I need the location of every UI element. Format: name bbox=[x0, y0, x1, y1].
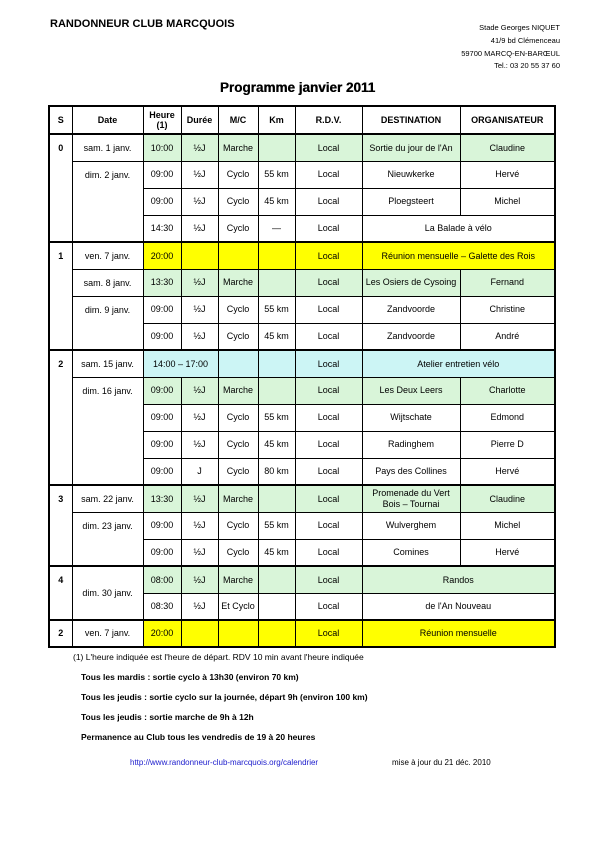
type-cell: Marche bbox=[218, 269, 258, 296]
rdv-cell: Local bbox=[295, 593, 362, 620]
table-header-row bbox=[49, 106, 555, 134]
note-line: Permanence au Club tous les vendredis de 19 à 20 heures bbox=[81, 732, 316, 742]
rdv-cell: Local bbox=[295, 620, 362, 647]
date-cell: dim. 9 janv. bbox=[72, 296, 143, 350]
week-number: 2 bbox=[49, 350, 72, 485]
rdv-cell: Local bbox=[295, 215, 362, 242]
km-cell: 80 km bbox=[258, 458, 295, 485]
rdv-cell: Local bbox=[295, 296, 362, 323]
table-row bbox=[49, 242, 555, 269]
table-row bbox=[49, 377, 555, 404]
km-cell bbox=[258, 620, 295, 647]
type-cell bbox=[218, 620, 258, 647]
update-date: mise à jour du 21 déc. 2010 bbox=[392, 758, 491, 767]
time-cell: 09:00 bbox=[143, 377, 181, 404]
rdv-cell: Local bbox=[295, 539, 362, 566]
type-cell: Marche bbox=[218, 485, 258, 512]
address-line: Stade Georges NIQUET bbox=[479, 23, 560, 32]
type-cell: Marche bbox=[218, 134, 258, 161]
type-cell: Cyclo bbox=[218, 404, 258, 431]
type-cell: Cyclo bbox=[218, 296, 258, 323]
type-cell: Et Cyclo bbox=[218, 593, 258, 620]
organizer-cell: Michel bbox=[460, 512, 555, 539]
time-cell: 09:00 bbox=[143, 296, 181, 323]
destination-cell: de l'An Nouveau bbox=[362, 593, 555, 620]
rdv-cell: Local bbox=[295, 485, 362, 512]
note-line: Tous les jeudis : sortie marche de 9h à 12h bbox=[81, 712, 254, 722]
km-cell: 55 km bbox=[258, 296, 295, 323]
time-cell: 09:00 bbox=[143, 323, 181, 350]
organizer-cell: Claudine bbox=[460, 134, 555, 161]
date-cell: dim. 2 janv. bbox=[72, 161, 143, 242]
time-cell: 14:00 – 17:00 bbox=[143, 350, 218, 377]
rdv-cell: Local bbox=[295, 458, 362, 485]
table-row bbox=[49, 512, 555, 539]
time-cell: 08:30 bbox=[143, 593, 181, 620]
table-row bbox=[49, 269, 555, 296]
destination-cell: Promenade du Vert Bois – Tournai bbox=[362, 485, 460, 512]
time-cell: 09:00 bbox=[143, 161, 181, 188]
km-cell: 55 km bbox=[258, 161, 295, 188]
km-cell: — bbox=[258, 215, 295, 242]
time-cell: 13:30 bbox=[143, 269, 181, 296]
footer bbox=[130, 758, 491, 767]
duration-cell: ½J bbox=[181, 188, 218, 215]
km-cell: 45 km bbox=[258, 188, 295, 215]
address-line: 59700 MARCQ-EN-BARŒUL bbox=[461, 48, 560, 58]
note-line: Tous les mardis : sortie cyclo à 13h30 (environ 70 km) bbox=[81, 672, 299, 682]
km-cell bbox=[258, 485, 295, 512]
duration-cell: ½J bbox=[181, 269, 218, 296]
organizer-cell: Edmond bbox=[460, 404, 555, 431]
km-cell bbox=[258, 269, 295, 296]
table-row bbox=[49, 620, 555, 647]
km-cell: 45 km bbox=[258, 431, 295, 458]
time-cell: 20:00 bbox=[143, 620, 181, 647]
rdv-cell: Local bbox=[295, 242, 362, 269]
destination-cell: Wulverghem bbox=[362, 512, 460, 539]
rdv-cell: Local bbox=[295, 350, 362, 377]
type-cell bbox=[218, 242, 258, 269]
km-cell: 45 km bbox=[258, 323, 295, 350]
date-cell: sam. 8 janv. bbox=[72, 269, 143, 296]
table-row bbox=[49, 134, 555, 161]
destination-cell: Réunion mensuelle bbox=[362, 620, 555, 647]
time-cell: 10:00 bbox=[143, 134, 181, 161]
destination-cell: Sortie du jour de l'An bbox=[362, 134, 460, 161]
destination-cell: Zandvoorde bbox=[362, 323, 460, 350]
organizer-cell: Pierre D bbox=[460, 431, 555, 458]
col-header-km: Km bbox=[258, 106, 295, 134]
rdv-cell: Local bbox=[295, 566, 362, 593]
duration-cell: ½J bbox=[181, 377, 218, 404]
page-title: Programme janvier 2011 bbox=[219, 80, 376, 95]
duration-cell: ½J bbox=[181, 404, 218, 431]
rdv-cell: Local bbox=[295, 188, 362, 215]
duration-cell: ½J bbox=[181, 323, 218, 350]
table-row bbox=[49, 350, 555, 377]
duration-cell: ½J bbox=[181, 161, 218, 188]
type-cell: Cyclo bbox=[218, 539, 258, 566]
club-name: RANDONNEUR CLUB MARCQUOIS bbox=[50, 18, 235, 30]
week-number: 3 bbox=[49, 485, 72, 566]
duration-cell: ½J bbox=[181, 215, 218, 242]
col-header-duree: Durée bbox=[181, 106, 218, 134]
destination-cell: Atelier entretien vélo bbox=[362, 350, 555, 377]
table-row bbox=[49, 296, 555, 323]
km-cell bbox=[258, 242, 295, 269]
destination-cell: Comines bbox=[362, 539, 460, 566]
duration-cell: ½J bbox=[181, 296, 218, 323]
date-cell: ven. 7 janv. bbox=[72, 620, 143, 647]
duration-cell: ½J bbox=[181, 431, 218, 458]
type-cell: Cyclo bbox=[218, 458, 258, 485]
destination-cell: Zandvoorde bbox=[362, 296, 460, 323]
col-header-heure: Heure (1) bbox=[143, 106, 181, 134]
km-cell: 55 km bbox=[258, 404, 295, 431]
address-line: 41/9 bd Clémenceau bbox=[490, 35, 560, 45]
duration-cell: ½J bbox=[181, 566, 218, 593]
rdv-cell: Local bbox=[295, 323, 362, 350]
type-cell bbox=[218, 350, 258, 377]
type-cell: Cyclo bbox=[218, 215, 258, 242]
km-cell bbox=[258, 377, 295, 404]
km-cell bbox=[258, 566, 295, 593]
table-row bbox=[49, 161, 555, 188]
duration-cell: ½J bbox=[181, 539, 218, 566]
club-address bbox=[461, 22, 560, 73]
destination-cell: Wijtschate bbox=[362, 404, 460, 431]
col-header-s: S bbox=[49, 106, 72, 134]
time-cell: 20:00 bbox=[143, 242, 181, 269]
website-link[interactable]: http://www.randonneur-club-marcquois.org/calendrier bbox=[130, 758, 319, 767]
date-cell: dim. 23 janv. bbox=[72, 512, 143, 566]
time-cell: 08:00 bbox=[143, 566, 181, 593]
col-header-rdv: R.D.V. bbox=[295, 106, 362, 134]
destination-cell: Pays des Collines bbox=[362, 458, 460, 485]
destination-cell: Les Deux Leers bbox=[362, 377, 460, 404]
organizer-cell: Hervé bbox=[460, 161, 555, 188]
date-cell: ven. 7 janv. bbox=[72, 242, 143, 269]
type-cell: Cyclo bbox=[218, 431, 258, 458]
km-cell: 45 km bbox=[258, 539, 295, 566]
rdv-cell: Local bbox=[295, 512, 362, 539]
time-cell: 09:00 bbox=[143, 458, 181, 485]
rdv-cell: Local bbox=[295, 269, 362, 296]
duration-cell: ½J bbox=[181, 593, 218, 620]
note-line: Tous les jeudis : sortie cyclo sur la journée, départ 9h (environ 100 km) bbox=[81, 692, 368, 702]
date-cell: dim. 16 janv. bbox=[72, 377, 143, 485]
time-cell: 09:00 bbox=[143, 512, 181, 539]
table-row bbox=[49, 485, 555, 512]
time-cell: 14:30 bbox=[143, 215, 181, 242]
date-cell: sam. 1 janv. bbox=[72, 134, 143, 161]
destination-cell: Randos bbox=[362, 566, 555, 593]
duration-cell: ½J bbox=[181, 512, 218, 539]
date-cell: sam. 15 janv. bbox=[72, 350, 143, 377]
duration-cell bbox=[181, 242, 218, 269]
rdv-cell: Local bbox=[295, 377, 362, 404]
time-cell: 09:00 bbox=[143, 404, 181, 431]
type-cell: Cyclo bbox=[218, 512, 258, 539]
program-table bbox=[48, 105, 556, 648]
time-cell: 09:00 bbox=[143, 431, 181, 458]
type-cell: Cyclo bbox=[218, 323, 258, 350]
km-cell bbox=[258, 593, 295, 620]
destination-cell: Radinghem bbox=[362, 431, 460, 458]
duration-cell: ½J bbox=[181, 485, 218, 512]
time-cell: 09:00 bbox=[143, 188, 181, 215]
km-cell: 55 km bbox=[258, 512, 295, 539]
organizer-cell: Charlotte bbox=[460, 377, 555, 404]
type-cell: Marche bbox=[218, 566, 258, 593]
rdv-cell: Local bbox=[295, 161, 362, 188]
col-header-organisateur: ORGANISATEUR bbox=[460, 106, 555, 134]
address-line: Tel.: 03 20 55 37 60 bbox=[494, 61, 560, 71]
type-cell: Cyclo bbox=[218, 188, 258, 215]
organizer-cell: Michel bbox=[460, 188, 555, 215]
destination-cell: Ploegsteert bbox=[362, 188, 460, 215]
footnote: (1) L'heure indiquée est l'heure de départ. RDV 10 min avant l'heure indiquée bbox=[73, 652, 364, 662]
notes-section bbox=[73, 652, 368, 752]
date-cell: dim. 30 janv. bbox=[72, 566, 143, 620]
rdv-cell: Local bbox=[295, 431, 362, 458]
duration-cell: J bbox=[181, 458, 218, 485]
destination-cell: Les Osiers de Cysoing bbox=[362, 269, 460, 296]
organizer-cell: Hervé bbox=[460, 539, 555, 566]
organizer-cell: André bbox=[460, 323, 555, 350]
time-cell: 09:00 bbox=[143, 539, 181, 566]
week-number: 0 bbox=[49, 134, 72, 242]
organizer-cell: Hervé bbox=[460, 458, 555, 485]
rdv-cell: Local bbox=[295, 134, 362, 161]
type-cell: Marche bbox=[218, 377, 258, 404]
km-cell bbox=[258, 134, 295, 161]
col-header-date: Date bbox=[72, 106, 143, 134]
col-header-destination: DESTINATION bbox=[362, 106, 460, 134]
organizer-cell: Claudine bbox=[460, 485, 555, 512]
week-number: 4 bbox=[49, 566, 72, 620]
km-cell bbox=[258, 350, 295, 377]
week-number: 1 bbox=[49, 242, 72, 350]
organizer-cell: Fernand bbox=[460, 269, 555, 296]
organizer-cell: Christine bbox=[460, 296, 555, 323]
date-cell: sam. 22 janv. bbox=[72, 485, 143, 512]
duration-cell bbox=[181, 620, 218, 647]
destination-cell: Nieuwkerke bbox=[362, 161, 460, 188]
table-row bbox=[49, 566, 555, 593]
type-cell: Cyclo bbox=[218, 161, 258, 188]
destination-cell: La Balade à vélo bbox=[362, 215, 555, 242]
duration-cell: ½J bbox=[181, 134, 218, 161]
week-number: 2 bbox=[49, 620, 72, 647]
destination-cell: Réunion mensuelle – Galette des Rois bbox=[362, 242, 555, 269]
rdv-cell: Local bbox=[295, 404, 362, 431]
col-header-mc: M/C bbox=[218, 106, 258, 134]
time-cell: 13:30 bbox=[143, 485, 181, 512]
